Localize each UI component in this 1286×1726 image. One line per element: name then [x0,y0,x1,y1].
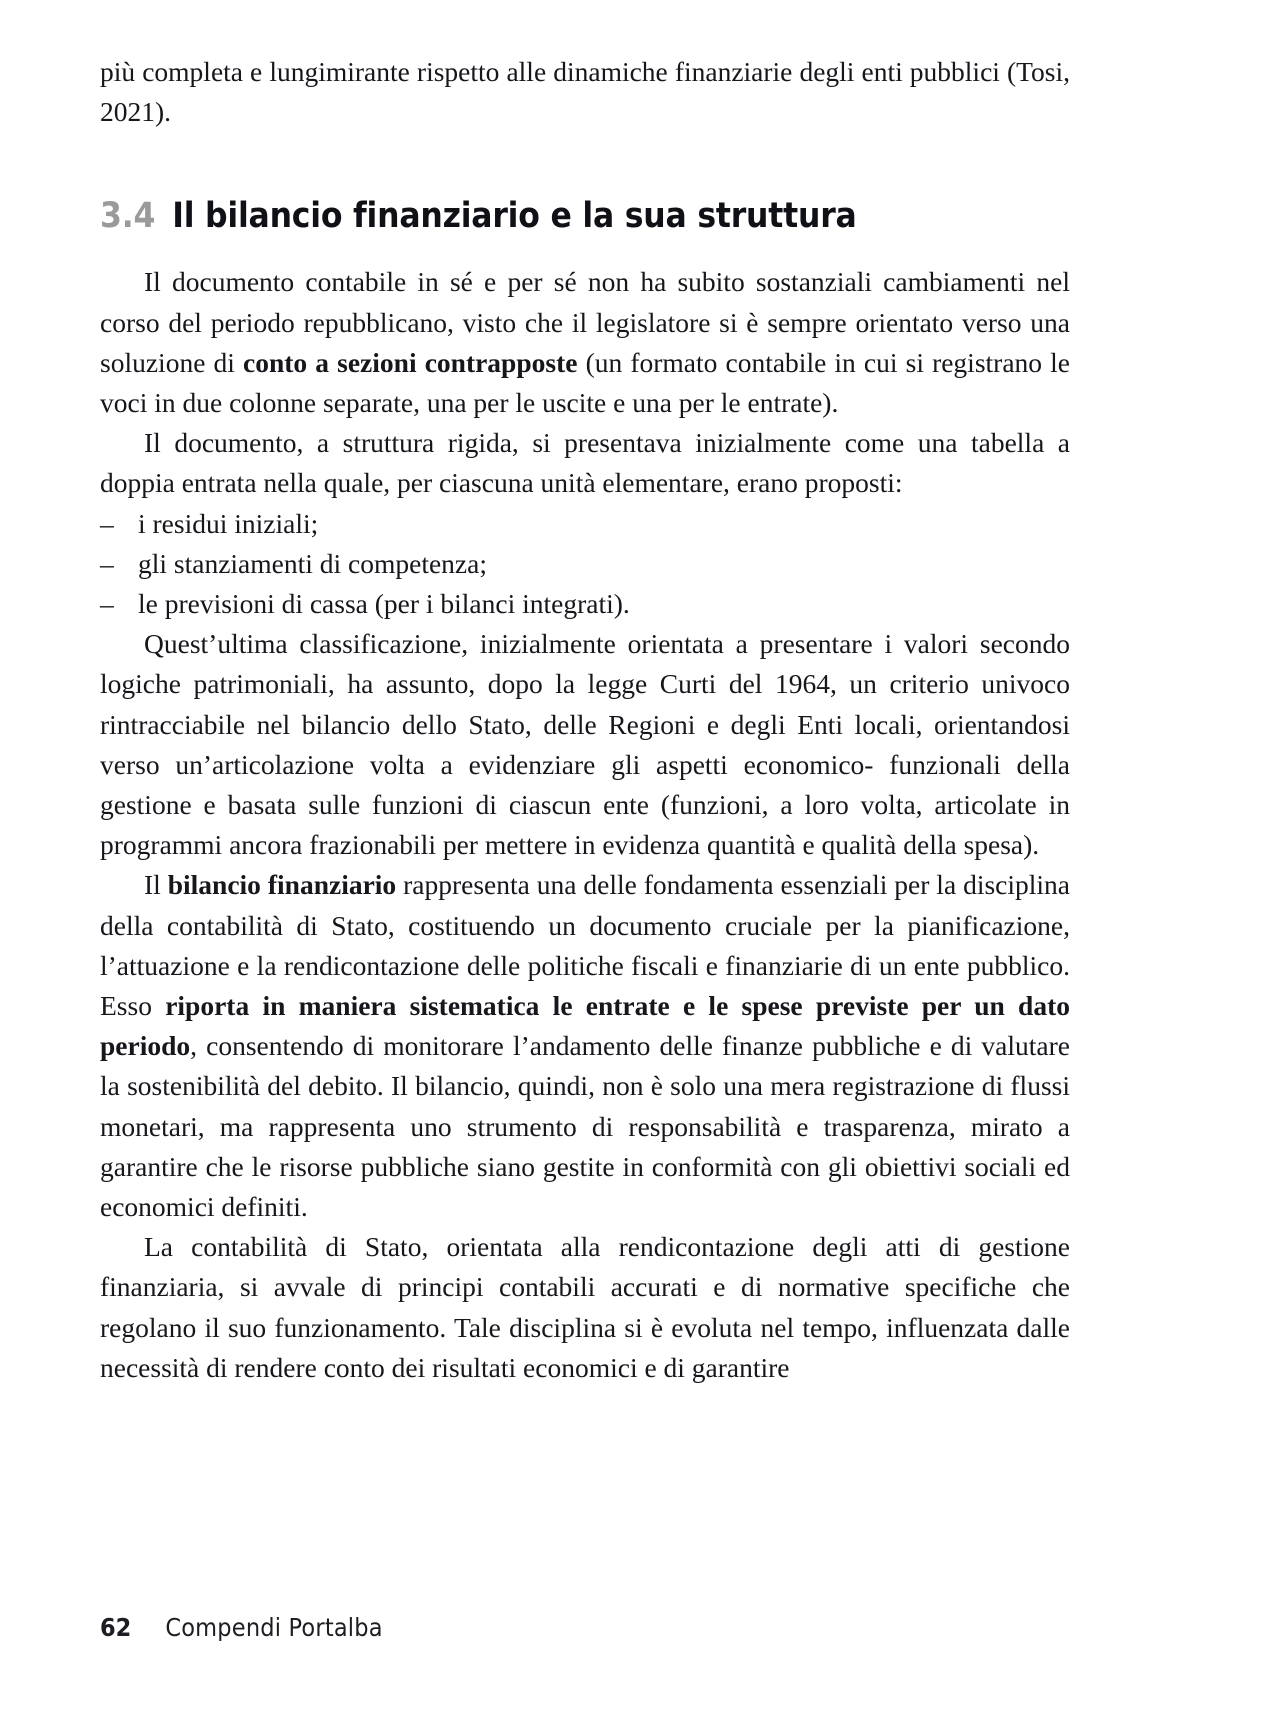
text-run: rappresenta una delle fondamenta essenziali per la disciplina della contabilità di Stato, costituendo un documento cruciale per la pianificazione, l’attuazione e la rendicontazione delle politiche fiscali e finanziarie di un ente pubblico. Esso [100,869,1070,1022]
paragraph [100,262,1070,423]
bold-run: conto a sezioni contrapposte [243,346,578,378]
list-item [100,544,1070,584]
dash-marker: – [100,588,114,620]
list-item [100,504,1070,544]
list-item [100,584,1070,624]
text-run: Il documento, a struttura rigida, si presentava inizialmente come una tabella a doppia entrata nella quale, per ciascuna unità elementare, erano proposti: [100,427,1070,499]
footer-series-label: Compendi Portalba [165,1613,383,1642]
section-heading [100,196,1070,236]
text-run: , consentendo di monitorare l’andamento delle finanze pubbliche e di valutare la sostenibilità del debito. Il bilancio, quindi, non è solo una mera registrazione di flussi monetari, ma rappresenta uno strumento di responsabilità e trasparenza, mirato a garantire che le risorse pubbliche siano gestite in conformità con gli obiettivi sociali ed economici definiti. [100,1030,1070,1223]
lead-paragraph: più completa e lungimirante rispetto alle dinamiche finanziarie degli enti pubblici (Tosi, 2021). [100,56,1070,128]
paragraph [100,1227,1070,1388]
dash-marker: – [100,507,114,539]
text-run: (un formato contabile in cui si registrano le voci in due colonne separate, una per le uscite e una per le entrate). [100,346,1070,419]
bold-run: riporta in maniera sistematica le entrate e le spese previste per un dato periodo [100,990,1070,1062]
text-run: La contabilità di Stato, orientata alla rendicontazione degli atti di gestione finanziaria, si avvale di principi contabili accurati e di normative specifiche che regolano il suo funzionamento. Tale disciplina si è evoluta nel tempo, influenzata dalle necessità di rendere conto dei risultati economici e di garantire [100,1231,1070,1383]
spacer-before-heading [100,132,1070,196]
section-title: Il bilancio finanziario e la sua struttura [172,196,857,237]
paragraph [100,624,1070,865]
text-run: Il documento contabile in sé e per sé non ha subito sostanziali cambiamenti nel corso del periodo repubblicano, visto che il legislatore si è sempre orientato verso una soluzione di [100,266,1070,378]
page-footer [100,1613,383,1642]
paragraph-group-before-list [100,262,1070,503]
page-number: 62 [100,1613,132,1642]
text-run: Quest’ultima classificazione, inizialmente orientata a presentare i valori secondo logiche patrimoniali, ha assunto, dopo la legge Curti del 1964, un criterio univoco rintracciabile nel bilancio dello Stato, delle Regioni e degli Enti locali, orientandosi verso un’articolazione volta a evidenziare gli aspetti economico- funzionali della gestione e basata sulle funzioni di ciascun ente (funzioni, a loro volta, articolate in programmi ancora frazionabili per mettere in evidenza quantità e qualità della spesa). [100,628,1070,861]
text-run: Il [144,869,168,901]
list-item-label: le previsioni di cassa (per i bilanci integrati). [138,588,630,620]
paragraph [100,423,1070,503]
bold-run: bilancio finanziario [167,869,397,901]
paragraph [100,865,1070,1227]
section-number: 3.4 [100,196,156,237]
spacer-after-heading [100,236,1070,262]
dash-list [100,504,1070,625]
paragraph-group-after-list [100,624,1070,1388]
dash-marker: – [100,547,114,579]
list-item-label: i residui iniziali; [138,507,319,539]
page-content [100,52,1070,1388]
list-item-label: gli stanziamenti di competenza; [138,547,487,579]
